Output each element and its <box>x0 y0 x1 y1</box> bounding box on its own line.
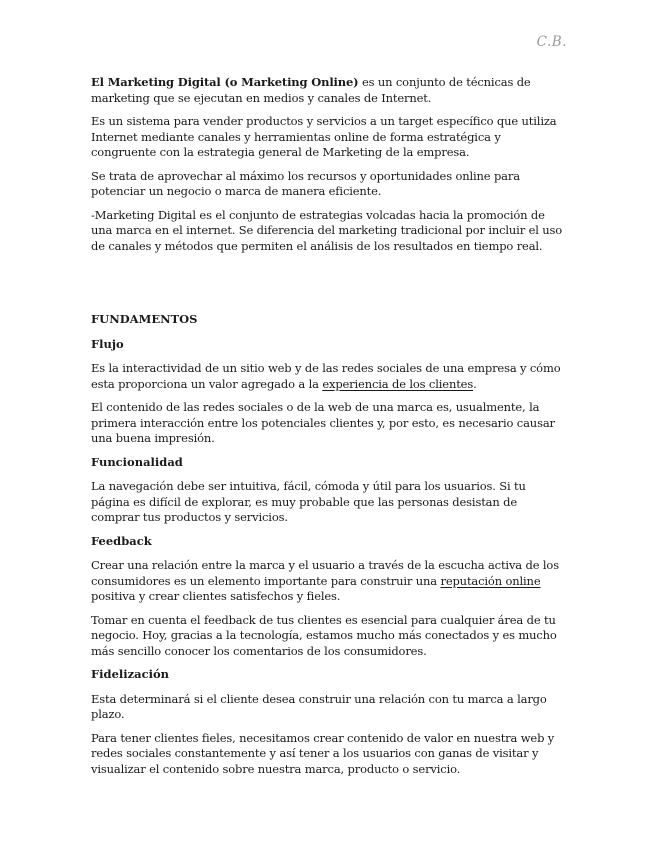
intro-paragraph-1 <box>91 75 566 106</box>
header-initials: C.B. <box>536 34 567 50</box>
subsection-title-feedback: Feedback <box>91 533 152 548</box>
intro-paragraph-3: Se trata de aprovechar al máximo los recursos y oportunidades online para potenciar un negocio o marca de manera eficiente. <box>91 168 520 198</box>
link-experiencia-clientes[interactable]: experiencia de los clientes <box>322 376 474 391</box>
fidelizacion-paragraph-2: Para tener clientes fieles, necesitamos crear contenido de valor en nuestra web y redes sociales constantemente y así tener a los usuarios con ganas de visitar y visualizar el contenido sobre nuestra marca, producto o servicio. <box>91 730 555 776</box>
fidelizacion-paragraph-1: Esta determinará si el cliente desea construir una relación con tu marca a largo plazo. <box>91 691 547 721</box>
funcionalidad-paragraph-1: La navegación debe ser intuitiva, fácil, cómoda y útil para los usuarios. Si tu página es difícil de explorar, es muy probable que las personas desistan de comprar tus productos y servicios. <box>91 479 526 524</box>
feedback-paragraph-1 <box>91 558 566 605</box>
flujo-paragraph-1-text: Es la interactividad de un sitio web y de las redes sociales de una empresa y cómo esta proporciona un valor agregado a la <box>91 361 561 391</box>
intro-bold-term: El Marketing Digital (o Marketing Online) <box>91 75 359 89</box>
intro-paragraph-1-text: es un conjunto de técnicas de marketing que se ejecutan en medios y canales de Internet. <box>91 75 531 105</box>
intro-paragraph-4: -Marketing Digital es el conjunto de estrategias volcadas hacia la promoción de una marca en el internet. Se diferencia del marketing tradicional por incluir el uso de canales y métodos que permiten el análisis de los resultados en tiempo real. <box>91 207 563 253</box>
flujo-paragraph-1 <box>91 361 566 392</box>
subsection-title-funcionalidad: Funcionalidad <box>91 454 183 469</box>
subsection-title-flujo: Flujo <box>91 336 124 351</box>
document-body <box>91 75 566 785</box>
feedback-paragraph-1-text: Crear una relación entre la marca y el usuario a través de la escucha activa de los consumidores es un elemento importante para construir una <box>91 558 559 588</box>
section-spacer <box>91 262 566 312</box>
link-reputacion-online[interactable]: reputación online <box>440 573 541 588</box>
flujo-paragraph-1-end: . <box>473 376 477 391</box>
flujo-paragraph-2: El contenido de las redes sociales o de la web de una marca es, usualmente, la primera interacción entre los potenciales clientes y, por esto, es necesario causar una buena impresión. <box>91 400 555 445</box>
feedback-paragraph-1-end: positiva y crear clientes satisfechos y fieles. <box>91 589 341 603</box>
feedback-paragraph-2: Tomar en cuenta el feedback de tus clientes es esencial para cualquier área de tu negocio. Hoy, gracias a la tecnología, estamos mucho más conectados y es mucho más sencillo conocer los comentarios de los consumidores. <box>91 612 557 658</box>
intro-paragraph-2: Es un sistema para vender productos y servicios a un target específico que utiliza Internet mediante canales y herramientas online de forma estratégica y congruente con la estrategia general de Marketing de la empresa. <box>91 114 557 159</box>
section-title-fundamentos: FUNDAMENTOS <box>91 312 198 326</box>
subsection-title-fidelizacion: Fidelización <box>91 667 170 681</box>
